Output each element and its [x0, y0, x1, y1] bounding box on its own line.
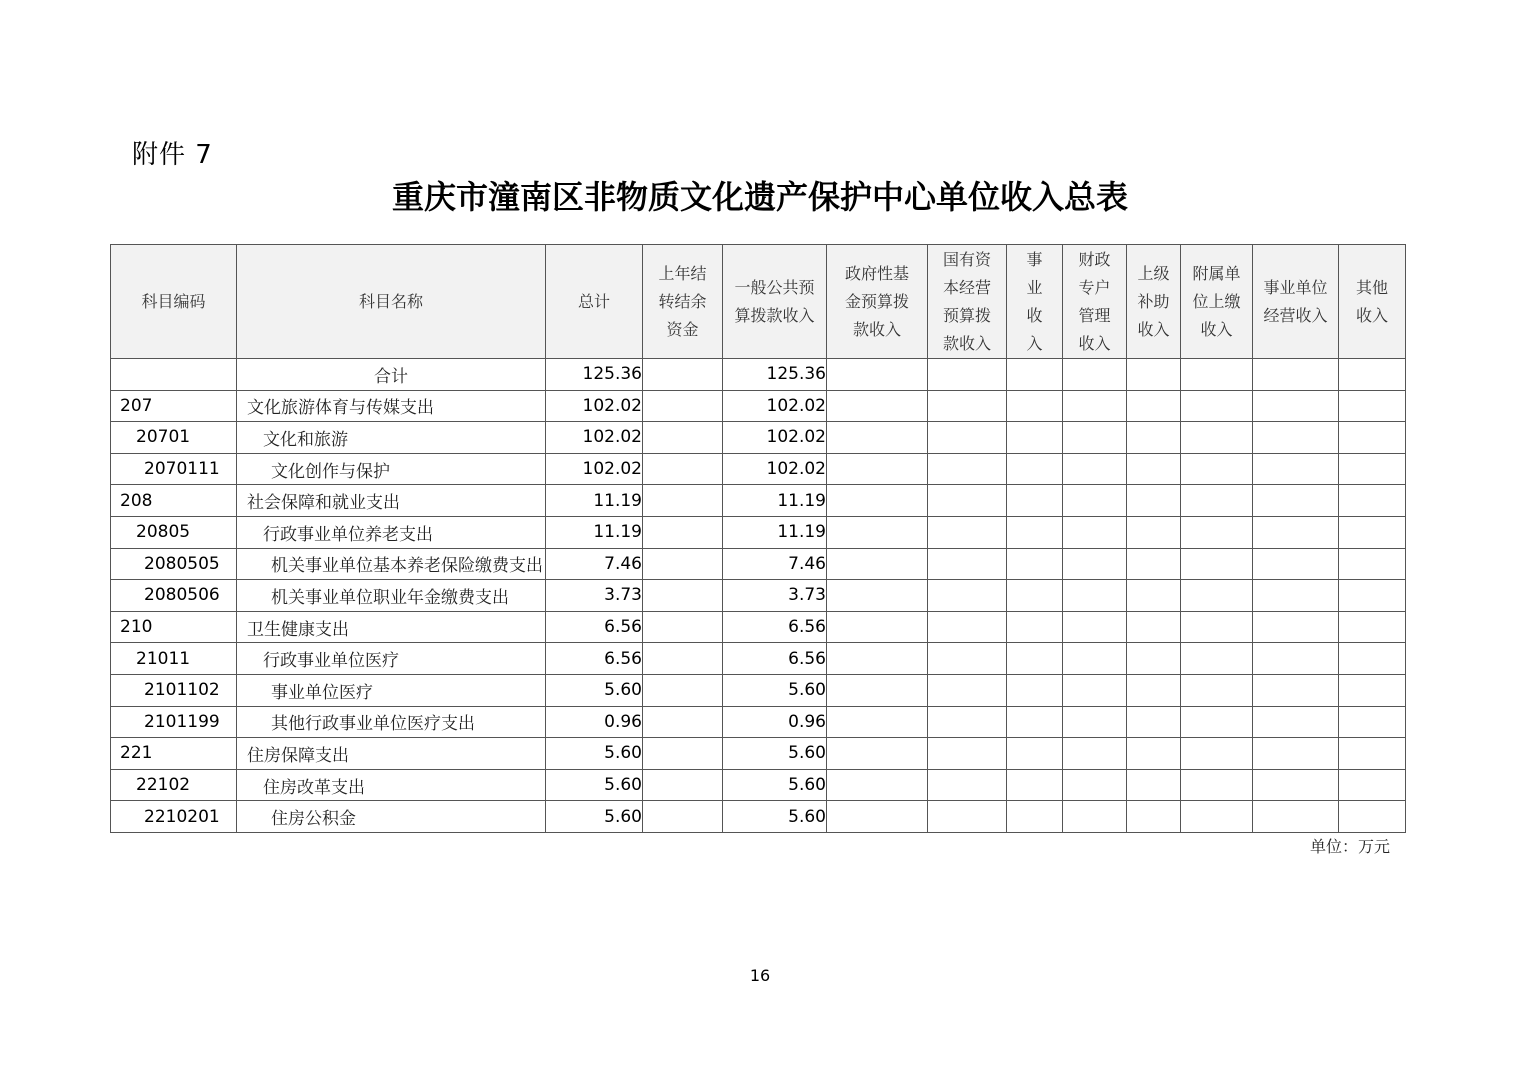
total-value: 5.60 — [546, 801, 643, 833]
gov-fund-value — [827, 801, 928, 833]
subject-name: 行政事业单位医疗 — [237, 643, 546, 675]
operating-income-value — [1253, 611, 1339, 643]
subject-name: 社会保障和就业支出 — [237, 485, 546, 517]
superior-subsidy-value — [1127, 706, 1181, 738]
general-budget-value: 102.02 — [723, 453, 827, 485]
fiscal-special-value — [1063, 390, 1127, 422]
superior-subsidy-value — [1127, 643, 1181, 675]
business-income-value — [1007, 801, 1063, 833]
table-row — [111, 611, 1406, 643]
general-budget-value: 5.60 — [723, 674, 827, 706]
total-value: 11.19 — [546, 516, 643, 548]
fiscal-special-value — [1063, 674, 1127, 706]
general-budget-value: 7.46 — [723, 548, 827, 580]
superior-subsidy-value — [1127, 485, 1181, 517]
superior-subsidy-value — [1127, 674, 1181, 706]
gov-fund-value — [827, 769, 928, 801]
fiscal-special-value — [1063, 516, 1127, 548]
total-value: 102.02 — [546, 453, 643, 485]
subject-code: 2080505 — [111, 548, 237, 580]
header-business-income: 事业收入 — [1007, 245, 1063, 359]
operating-income-value — [1253, 801, 1339, 833]
subject-name: 卫生健康支出 — [237, 611, 546, 643]
gov-fund-value — [827, 706, 928, 738]
general-budget-value: 6.56 — [723, 643, 827, 675]
superior-subsidy-value — [1127, 580, 1181, 612]
subject-code: 221 — [111, 738, 237, 770]
subject-name: 其他行政事业单位医疗支出 — [237, 706, 546, 738]
other-income-value — [1339, 422, 1406, 454]
operating-income-value — [1253, 674, 1339, 706]
fiscal-special-value — [1063, 706, 1127, 738]
header-other-income: 其他收入 — [1339, 245, 1406, 359]
business-income-value — [1007, 674, 1063, 706]
table-row — [111, 453, 1406, 485]
table-row — [111, 674, 1406, 706]
state-capital-value — [928, 738, 1007, 770]
fiscal-special-value — [1063, 580, 1127, 612]
business-income-value — [1007, 453, 1063, 485]
business-income-value — [1007, 611, 1063, 643]
subject-name: 文化和旅游 — [237, 422, 546, 454]
gov-fund-value — [827, 422, 928, 454]
superior-subsidy-value — [1127, 453, 1181, 485]
subject-name: 机关事业单位基本养老保险缴费支出 — [237, 548, 546, 580]
state-capital-value — [928, 453, 1007, 485]
total-value: 5.60 — [546, 769, 643, 801]
gov-fund-value — [827, 516, 928, 548]
state-capital-value — [928, 643, 1007, 675]
superior-subsidy-value — [1127, 769, 1181, 801]
general-budget-value: 11.19 — [723, 485, 827, 517]
subject-name: 文化旅游体育与传媒支出 — [237, 390, 546, 422]
other-income-value — [1339, 674, 1406, 706]
fiscal-special-value — [1063, 453, 1127, 485]
total-value: 5.60 — [546, 738, 643, 770]
carryover-value — [643, 580, 723, 612]
carryover-value — [643, 643, 723, 675]
general-budget-value: 11.19 — [723, 516, 827, 548]
affiliated-paid-value — [1181, 611, 1253, 643]
state-capital-value — [928, 706, 1007, 738]
header-fiscal-special: 财政专户管理收入 — [1063, 245, 1127, 359]
business-income-value — [1007, 390, 1063, 422]
carryover-value — [643, 485, 723, 517]
general-budget-value: 5.60 — [723, 738, 827, 770]
page-title: 重庆市潼南区非物质文化遗产保护中心单位收入总表 — [391, 178, 1128, 216]
affiliated-paid-value — [1181, 453, 1253, 485]
gov-fund-value — [827, 485, 928, 517]
subject-code: 2080506 — [111, 580, 237, 612]
affiliated-paid-value — [1181, 548, 1253, 580]
other-income-value — [1339, 548, 1406, 580]
subject-code: 20805 — [111, 516, 237, 548]
operating-income-value — [1253, 643, 1339, 675]
fiscal-special-value — [1063, 801, 1127, 833]
superior-subsidy-value — [1127, 801, 1181, 833]
affiliated-paid-value — [1181, 674, 1253, 706]
table-row — [111, 643, 1406, 675]
state-capital-value — [928, 611, 1007, 643]
carryover-value — [643, 390, 723, 422]
superior-subsidy-value — [1127, 611, 1181, 643]
state-capital-value — [928, 516, 1007, 548]
gov-fund-value — [827, 390, 928, 422]
table-row — [111, 422, 1406, 454]
operating-income-value — [1253, 769, 1339, 801]
superior-subsidy-value — [1127, 738, 1181, 770]
subject-name: 住房改革支出 — [237, 769, 546, 801]
business-income-value — [1007, 422, 1063, 454]
affiliated-paid-value — [1181, 516, 1253, 548]
general-budget-value: 0.96 — [723, 706, 827, 738]
business-income-value — [1007, 738, 1063, 770]
table-row — [111, 516, 1406, 548]
operating-income-value — [1253, 516, 1339, 548]
affiliated-paid-value — [1181, 643, 1253, 675]
general-budget-value: 3.73 — [723, 580, 827, 612]
fiscal-special-value — [1063, 769, 1127, 801]
header-state-capital: 国有资本经营预算拨款收入 — [928, 245, 1007, 359]
subject-name: 行政事业单位养老支出 — [237, 516, 546, 548]
header-superior-subsidy: 上级补助收入 — [1127, 245, 1181, 359]
business-income-value — [1007, 516, 1063, 548]
table-row — [111, 390, 1406, 422]
income-summary-table — [110, 244, 1406, 833]
affiliated-paid-value — [1181, 738, 1253, 770]
header-operating-income: 事业单位经营收入 — [1253, 245, 1339, 359]
total-general-budget-value: 125.36 — [723, 359, 827, 391]
operating-income-value — [1253, 485, 1339, 517]
subject-name: 事业单位医疗 — [237, 674, 546, 706]
total-row — [111, 359, 1406, 391]
header-name: 科目名称 — [237, 245, 546, 359]
business-income-value — [1007, 769, 1063, 801]
header-code: 科目编码 — [111, 245, 237, 359]
table-row — [111, 738, 1406, 770]
business-income-value — [1007, 643, 1063, 675]
table-row — [111, 801, 1406, 833]
business-income-value — [1007, 706, 1063, 738]
header-affiliated-paid: 附属单位上缴收入 — [1181, 245, 1253, 359]
carryover-value — [643, 674, 723, 706]
table-row — [111, 769, 1406, 801]
gov-fund-value — [827, 674, 928, 706]
table-row — [111, 706, 1406, 738]
other-income-value — [1339, 580, 1406, 612]
gov-fund-value — [827, 643, 928, 675]
business-income-value — [1007, 580, 1063, 612]
affiliated-paid-value — [1181, 706, 1253, 738]
total-label: 合计 — [237, 359, 546, 391]
affiliated-paid-value — [1181, 801, 1253, 833]
state-capital-value — [928, 548, 1007, 580]
carryover-value — [643, 611, 723, 643]
state-capital-value — [928, 769, 1007, 801]
general-budget-value: 5.60 — [723, 769, 827, 801]
superior-subsidy-value — [1127, 422, 1181, 454]
total-value: 102.02 — [546, 422, 643, 454]
page-number: 16 — [749, 966, 771, 985]
operating-income-value — [1253, 548, 1339, 580]
subject-name: 住房公积金 — [237, 801, 546, 833]
carryover-value — [643, 548, 723, 580]
general-budget-value: 102.02 — [723, 390, 827, 422]
total-value: 3.73 — [546, 580, 643, 612]
state-capital-value — [928, 390, 1007, 422]
affiliated-paid-value — [1181, 485, 1253, 517]
operating-income-value — [1253, 738, 1339, 770]
carryover-value — [643, 453, 723, 485]
general-budget-value: 102.02 — [723, 422, 827, 454]
table-row — [111, 548, 1406, 580]
subject-code: 210 — [111, 611, 237, 643]
subject-code: 2101199 — [111, 706, 237, 738]
table-row — [111, 580, 1406, 612]
operating-income-value — [1253, 580, 1339, 612]
other-income-value — [1339, 390, 1406, 422]
subject-code: 21011 — [111, 643, 237, 675]
total-value: 6.56 — [546, 643, 643, 675]
operating-income-value — [1253, 453, 1339, 485]
other-income-value — [1339, 738, 1406, 770]
attachment-label: 附件 7 — [132, 140, 213, 170]
other-income-value — [1339, 485, 1406, 517]
carryover-value — [643, 769, 723, 801]
unit-note: 单位：万元 — [1310, 837, 1391, 856]
total-total-value: 125.36 — [546, 359, 643, 391]
total-value: 102.02 — [546, 390, 643, 422]
gov-fund-value — [827, 548, 928, 580]
header-total: 总计 — [546, 245, 643, 359]
fiscal-special-value — [1063, 611, 1127, 643]
subject-code: 20701 — [111, 422, 237, 454]
general-budget-value: 6.56 — [723, 611, 827, 643]
carryover-value — [643, 738, 723, 770]
operating-income-value — [1253, 422, 1339, 454]
other-income-value — [1339, 801, 1406, 833]
affiliated-paid-value — [1181, 422, 1253, 454]
header-row — [111, 245, 1406, 359]
fiscal-special-value — [1063, 738, 1127, 770]
total-value: 0.96 — [546, 706, 643, 738]
subject-name: 机关事业单位职业年金缴费支出 — [237, 580, 546, 612]
table-row — [111, 485, 1406, 517]
gov-fund-value — [827, 453, 928, 485]
superior-subsidy-value — [1127, 390, 1181, 422]
subject-name: 住房保障支出 — [237, 738, 546, 770]
subject-code: 2070111 — [111, 453, 237, 485]
affiliated-paid-value — [1181, 390, 1253, 422]
total-value: 7.46 — [546, 548, 643, 580]
superior-subsidy-value — [1127, 548, 1181, 580]
header-carryover: 上年结转结余资金 — [643, 245, 723, 359]
header-gov-fund: 政府性基金预算拨款收入 — [827, 245, 928, 359]
other-income-value — [1339, 516, 1406, 548]
carryover-value — [643, 422, 723, 454]
subject-code: 207 — [111, 390, 237, 422]
total-code-cell — [111, 359, 237, 391]
operating-income-value — [1253, 390, 1339, 422]
gov-fund-value — [827, 611, 928, 643]
general-budget-value: 5.60 — [723, 801, 827, 833]
business-income-value — [1007, 485, 1063, 517]
header-general-budget: 一般公共预算拨款收入 — [723, 245, 827, 359]
subject-code: 208 — [111, 485, 237, 517]
carryover-value — [643, 801, 723, 833]
fiscal-special-value — [1063, 422, 1127, 454]
state-capital-value — [928, 580, 1007, 612]
carryover-value — [643, 516, 723, 548]
total-value: 11.19 — [546, 485, 643, 517]
superior-subsidy-value — [1127, 516, 1181, 548]
state-capital-value — [928, 801, 1007, 833]
other-income-value — [1339, 769, 1406, 801]
affiliated-paid-value — [1181, 769, 1253, 801]
fiscal-special-value — [1063, 485, 1127, 517]
subject-code: 2101102 — [111, 674, 237, 706]
gov-fund-value — [827, 738, 928, 770]
total-value: 6.56 — [546, 611, 643, 643]
fiscal-special-value — [1063, 548, 1127, 580]
affiliated-paid-value — [1181, 580, 1253, 612]
total-value: 5.60 — [546, 674, 643, 706]
other-income-value — [1339, 706, 1406, 738]
gov-fund-value — [827, 580, 928, 612]
carryover-value — [643, 706, 723, 738]
fiscal-special-value — [1063, 643, 1127, 675]
state-capital-value — [928, 674, 1007, 706]
subject-code: 2210201 — [111, 801, 237, 833]
other-income-value — [1339, 611, 1406, 643]
operating-income-value — [1253, 706, 1339, 738]
other-income-value — [1339, 453, 1406, 485]
business-income-value — [1007, 548, 1063, 580]
other-income-value — [1339, 643, 1406, 675]
state-capital-value — [928, 422, 1007, 454]
state-capital-value — [928, 485, 1007, 517]
subject-code: 22102 — [111, 769, 237, 801]
subject-name: 文化创作与保护 — [237, 453, 546, 485]
